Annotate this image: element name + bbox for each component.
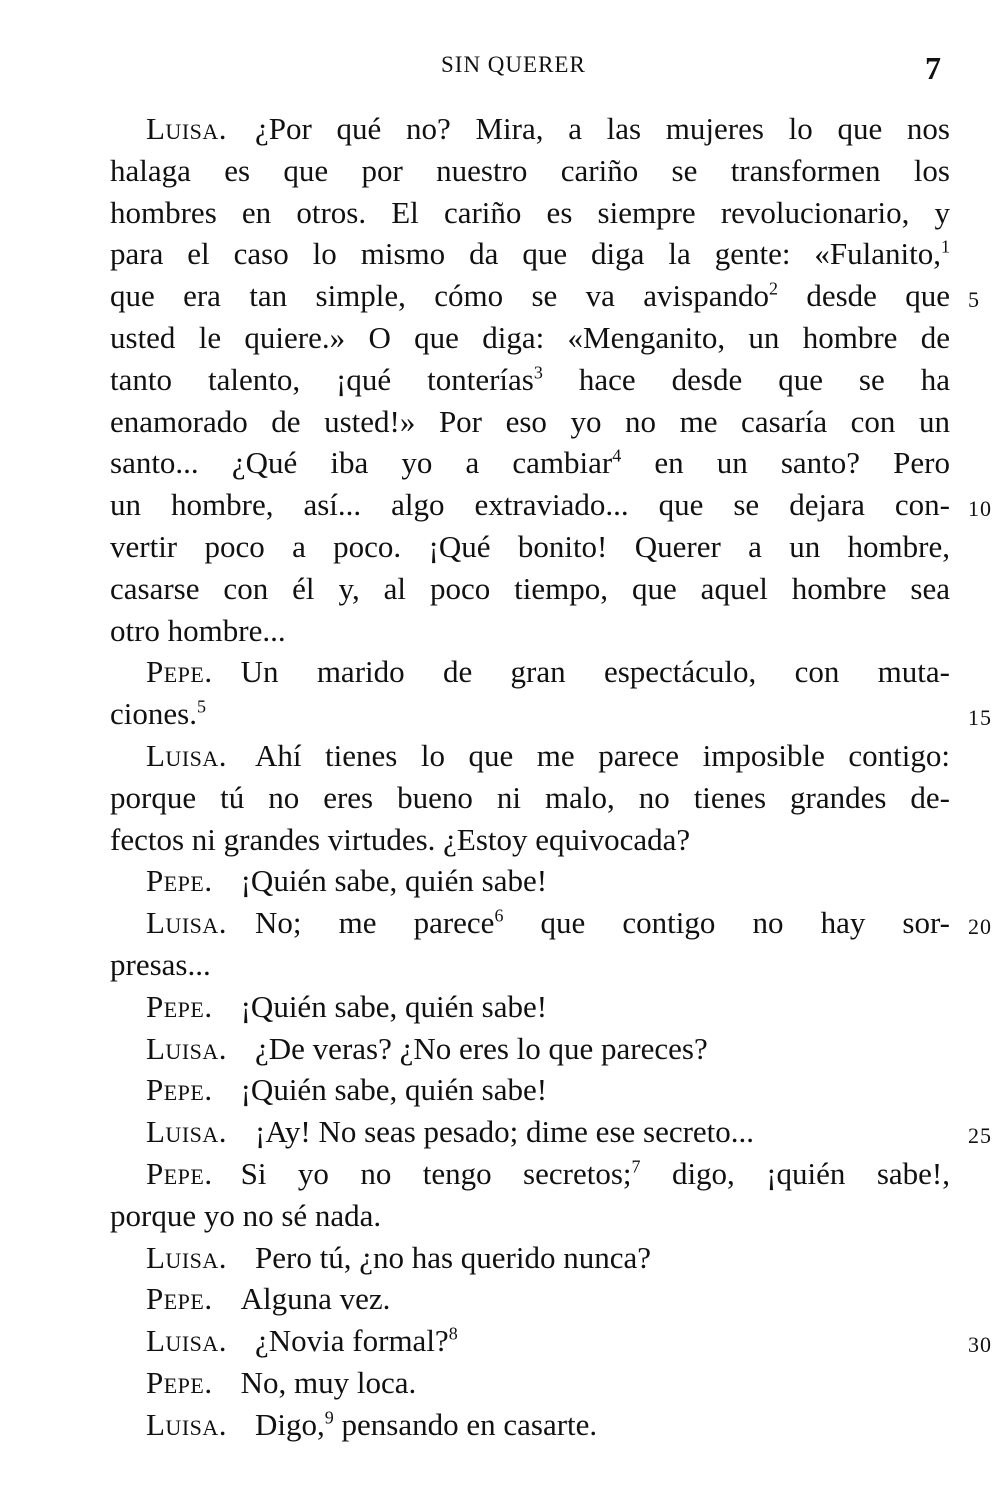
dialogue-text: fectos ni grandes virtudes. ¿Estoy equivocada? (110, 821, 691, 857)
dialogue-text: ¿Novia formal? (255, 1323, 449, 1359)
running-head (0, 50, 1000, 90)
footnote-marker: 7 (631, 1156, 641, 1177)
text-line (110, 568, 950, 610)
footnote-marker: 9 (324, 1407, 334, 1428)
line-number: 30 (968, 1332, 992, 1358)
text-line (110, 693, 992, 735)
dialogue-text: ¡Quién sabe, quién sabe! (240, 988, 548, 1024)
running-title: SIN QUERER (441, 52, 586, 77)
speaker-name: Luisa. (146, 1239, 228, 1275)
dialogue-text: hace desde que se ha (578, 361, 950, 397)
text-line (110, 735, 950, 777)
line-number: 5 (968, 287, 980, 313)
dialogue-text: usted le quiere.» O que diga: «Menganito, un hombre de (110, 319, 950, 355)
text-line (110, 401, 950, 443)
dialogue-text: Si yo no tengo secretos; (240, 1155, 632, 1191)
dialogue-text: enamorado de usted!» Por eso yo no me casaría con un (110, 403, 950, 439)
text-line (110, 192, 950, 234)
speaker-name: Pepe. (146, 988, 213, 1024)
text-line (110, 944, 950, 986)
speaker-name: Luisa. (146, 737, 228, 773)
footnote-marker: 1 (941, 237, 950, 258)
speaker-name: Pepe. (146, 1072, 213, 1108)
dialogue-text: Digo, (255, 1406, 325, 1442)
speaker-name: Luisa. (146, 905, 228, 941)
dialogue-text: ¡Quién sabe, quién sabe! (240, 863, 548, 899)
dialogue-text: digo, ¡quién sabe!, (671, 1155, 951, 1191)
dialogue-text: porque tú no eres bueno ni malo, no tienes grandes de- (110, 779, 950, 815)
dialogue-text: Pero tú, ¿no has querido nunca? (255, 1239, 652, 1275)
footnote-marker: 2 (768, 278, 778, 299)
line-number: 10 (968, 496, 992, 522)
dialogue-text: Alguna vez. (240, 1281, 391, 1317)
text-line (110, 1111, 992, 1153)
text-line (110, 108, 950, 150)
play-text (110, 108, 992, 1446)
text-line (110, 1028, 950, 1070)
speaker-name: Pepe. (146, 1155, 213, 1191)
text-line (110, 1195, 950, 1237)
text-line (110, 1237, 950, 1279)
footnote-marker: 4 (612, 446, 622, 467)
dialogue-text: desde que (806, 278, 950, 314)
speaker-name: Luisa. (146, 111, 228, 146)
dialogue-text: pensando en casarte. (341, 1406, 598, 1442)
text-line (110, 651, 950, 693)
dialogue-text: vertir poco a poco. ¡Qué bonito! Querer a un hombre, (110, 528, 950, 564)
dialogue-text: halaga es que por nuestro cariño se transformen los (110, 152, 950, 188)
text-line (110, 484, 992, 526)
text-line (110, 150, 950, 192)
text-line (110, 1069, 950, 1111)
dialogue-text: ¿Por qué no? Mira, a las mujeres lo que nos (255, 111, 950, 146)
text-line (110, 317, 950, 359)
text-line (110, 1278, 950, 1320)
text-line (110, 902, 992, 944)
dialogue-text: Un marido de gran espectáculo, con muta- (240, 654, 950, 690)
dialogue-text: No; me parece (255, 905, 495, 941)
dialogue-text: casarse con él y, al poco tiempo, que aquel hombre sea (110, 570, 950, 606)
dialogue-text: que contigo no hay sor- (540, 905, 951, 941)
text-line (110, 442, 950, 484)
text-line (110, 233, 950, 275)
speaker-name: Pepe. (146, 1281, 213, 1317)
page-number: 7 (925, 50, 941, 86)
speaker-name: Pepe. (146, 654, 213, 690)
dialogue-text: un hombre, así... algo extraviado... que se dejara con- (110, 487, 950, 523)
dialogue-text: santo... ¿Qué iba yo a cambiar (110, 445, 613, 481)
footnote-marker: 5 (196, 696, 206, 717)
line-number: 15 (968, 705, 992, 731)
text-line (110, 610, 950, 652)
dialogue-text: que era tan simple, cómo se va avispando (110, 278, 769, 314)
speaker-name: Luisa. (146, 1406, 228, 1442)
text-line (110, 359, 950, 401)
dialogue-text: ¡Quién sabe, quién sabe! (240, 1072, 548, 1108)
speaker-name: Pepe. (146, 863, 213, 899)
line-number: 20 (968, 914, 992, 940)
text-line (110, 1320, 992, 1362)
text-line (110, 1404, 950, 1446)
dialogue-text: en un santo? Pero (654, 445, 951, 481)
footnote-marker: 6 (494, 905, 504, 926)
dialogue-text: presas... (110, 946, 211, 982)
dialogue-text: para el caso lo mismo da que diga la gente: «Fulanito, (110, 236, 941, 272)
speaker-name: Luisa. (146, 1114, 228, 1150)
text-line (110, 275, 980, 317)
text-line (110, 777, 950, 819)
dialogue-text: ¿De veras? ¿No eres lo que pareces? (255, 1030, 708, 1066)
dialogue-text: ¡Ay! No seas pesado; dime ese secreto... (255, 1114, 755, 1150)
line-number: 25 (968, 1123, 992, 1149)
dialogue-text: hombres en otros. El cariño es siempre revolucionario, y (110, 194, 950, 230)
dialogue-text: tanto talento, ¡qué tonterías (110, 361, 534, 397)
dialogue-text: No, muy loca. (240, 1364, 417, 1400)
text-line (110, 986, 950, 1028)
text-line (110, 526, 950, 568)
dialogue-text: otro hombre... (110, 612, 286, 648)
text-line (110, 819, 950, 861)
dialogue-text: ciones. (110, 696, 197, 732)
dialogue-text: Ahí tienes lo que me parece imposible contigo: (255, 737, 950, 773)
text-line (110, 1362, 950, 1404)
speaker-name: Luisa. (146, 1030, 228, 1066)
speaker-name: Luisa. (146, 1323, 228, 1359)
text-line (110, 1153, 950, 1195)
dialogue-text: porque yo no sé nada. (110, 1197, 382, 1233)
footnote-marker: 8 (448, 1323, 458, 1344)
speaker-name: Pepe. (146, 1364, 213, 1400)
footnote-marker: 3 (533, 362, 543, 383)
text-line (110, 860, 950, 902)
